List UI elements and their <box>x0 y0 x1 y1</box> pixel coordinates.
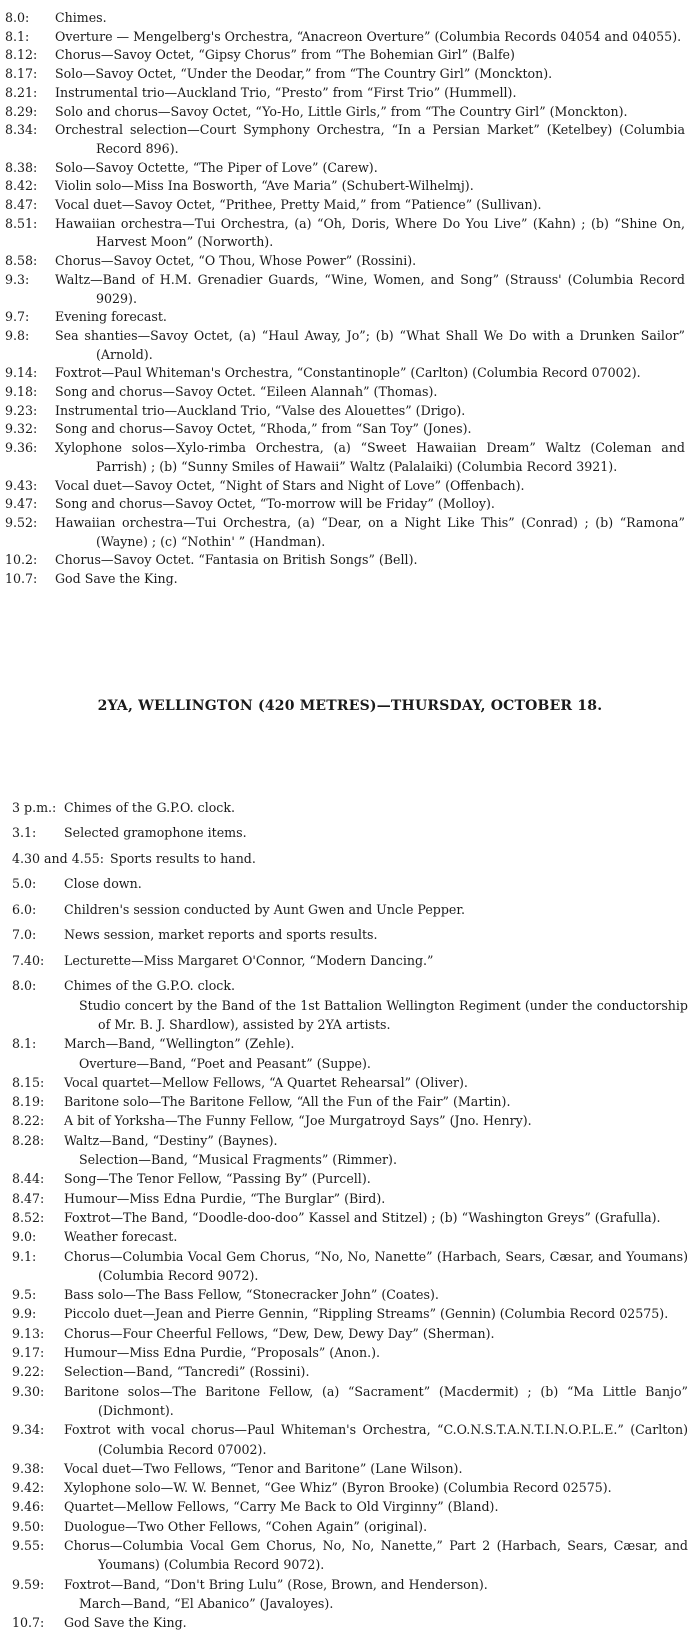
programme-entry <box>5 28 685 47</box>
entry-time: 9.32: <box>5 421 38 437</box>
programme-entry <box>12 996 688 1035</box>
programme-entry <box>5 46 685 65</box>
entry-time: 9.22: <box>12 1364 45 1380</box>
entry-time: 8.34: <box>5 122 38 138</box>
entry-description: Foxtrot—The Band, “Doodle-doo-doo” Kassel and Stitzel) ; (b) “Washington Greys” (Grafulla). <box>64 1209 661 1225</box>
entry-description: Piccolo duet—Jean and Pierre Gennin, “Rippling Streams” (Gennin) (Columbia Record 02575). <box>64 1306 669 1322</box>
programme-entry <box>12 1304 688 1323</box>
entry-description: Song and chorus—Savoy Octet, “To-morrow will be Friday” (Molloy). <box>55 496 495 512</box>
entry-time: 8.29: <box>5 103 38 119</box>
programme-entry <box>5 439 685 476</box>
entry-description: News session, market reports and sports results. <box>64 927 378 943</box>
entry-description: Overture — Mengelberg's Orchestra, “Anacreon Overture” (Columbia Records 04054 and 04055). <box>55 28 682 44</box>
entry-description: Chorus—Savoy Octet, “O Thou, Whose Power” (Rossini). <box>55 253 417 269</box>
entry-description: Lecturette—Miss Margaret O'Connor, “Modern Dancing.” <box>64 952 434 968</box>
entry-description: Children's session conducted by Aunt Gwen and Uncle Pepper. <box>64 901 465 917</box>
programme-entry <box>12 1575 688 1594</box>
programme-entry <box>5 477 685 496</box>
entry-description: Sea shanties—Savoy Octet, (a) “Haul Away, Jo”; (b) “What Shall We Do with a Drunken Sailor” (Arnold). <box>55 327 685 362</box>
entry-time: 9.30: <box>12 1383 45 1399</box>
programme-entry <box>5 103 685 122</box>
programme-entry <box>5 84 685 103</box>
programme-entry <box>5 420 685 439</box>
entry-description: Selection—Band, “Tancredi” (Rossini). <box>64 1364 310 1380</box>
programme-entry <box>5 570 685 589</box>
entry-description: Humour—Miss Edna Purdie, “Proposals” (Anon.). <box>64 1345 381 1361</box>
programme-entry <box>5 252 685 271</box>
programme-entry <box>12 1497 688 1516</box>
entry-description: Overture—Band, “Poet and Peasant” (Suppe). <box>79 1055 371 1071</box>
entry-description: Evening forecast. <box>55 309 167 325</box>
entry-time: 8.47: <box>5 197 38 213</box>
entry-time: 9.36: <box>5 440 38 456</box>
programme-entry <box>12 1594 688 1613</box>
programme-entry <box>12 1208 688 1227</box>
programme-entry <box>12 1054 688 1073</box>
entry-description: Foxtrot with vocal chorus—Paul Whiteman's Orchestra, “C.O.N.S.T.A.N.T.I.N.O.P.L.E.” (Carlton) (Columbia Record 07002). <box>64 1422 688 1457</box>
entry-time: 4.30 and 4.55: <box>12 850 105 866</box>
programme-entry <box>5 215 685 252</box>
entry-description: Song and chorus—Savoy Octet. “Eileen Alannah” (Thomas). <box>55 384 438 400</box>
programme-entry <box>12 976 688 995</box>
entry-description: Song and chorus—Savoy Octet, “Rhoda,” from “San Toy” (Jones). <box>55 421 472 437</box>
entry-time: 9.47: <box>5 496 38 512</box>
entry-time: 9.46: <box>12 1499 45 1515</box>
entry-description: Chorus—Savoy Octet. “Fantasia on British Songs” (Bell). <box>55 552 418 568</box>
entry-time: 9.38: <box>12 1460 45 1476</box>
entry-time: 9.52: <box>5 514 38 530</box>
entry-description: March—Band, “Wellington” (Zehle). <box>64 1036 295 1052</box>
entry-description: Baritone solos—The Baritone Fellow, (a) “Sacrament” (Macdermit) ; (b) “Ma Little Banjo” (Dichmont). <box>64 1383 688 1418</box>
entry-description: Sports results to hand. <box>110 850 256 866</box>
entry-description: Xylophone solos—Xylo-rimba Orchestra, (a) “Sweet Hawaiian Dream” Waltz (Coleman and Parrish) ; (b) “Sunny Smiles of Hawaii” Waltz (Palalaiki) (Columbia Record 3921). <box>55 440 685 474</box>
entry-time: 8.44: <box>12 1171 45 1187</box>
entry-description: Solo and chorus—Savoy Octet, “Yo-Ho, Little Girls,” from “The Country Girl” (Monckton). <box>55 103 628 119</box>
programme-entry <box>12 1227 688 1246</box>
entry-description: Selected gramophone items. <box>64 825 247 841</box>
entry-time: 8.22: <box>12 1113 45 1129</box>
programme-entry <box>5 271 685 308</box>
entry-time: 9.42: <box>12 1480 45 1496</box>
entry-time: 8.1: <box>12 1036 37 1052</box>
entry-time: 8.42: <box>5 178 38 194</box>
entry-time: 3.1: <box>12 825 37 841</box>
entry-time: 7.0: <box>12 927 37 943</box>
programme-entry <box>5 65 685 84</box>
entry-time: 8.21: <box>5 84 38 100</box>
entry-description: Violin solo—Miss Ina Bosworth, “Ave Maria” (Schubert-Wilhelmj). <box>55 178 474 194</box>
entry-time: 5.0: <box>12 876 37 892</box>
entry-time: 9.17: <box>12 1345 45 1361</box>
entry-description: Foxtrot—Paul Whiteman's Orchestra, “Constantinople” (Carlton) (Columbia Record 07002). <box>55 365 641 381</box>
programme-entry <box>12 1382 688 1421</box>
programme-entry <box>12 1169 688 1188</box>
programme-entry <box>5 495 685 514</box>
entry-time: 8.0: <box>12 978 37 994</box>
programme-entry <box>12 1034 688 1053</box>
programme-entry <box>12 849 688 868</box>
entry-description: Bass solo—The Bass Fellow, “Stonecracker John” (Coates). <box>64 1287 439 1303</box>
programme-entry <box>12 1459 688 1478</box>
programme-section-auckland <box>5 9 685 589</box>
entry-time: 9.43: <box>5 477 38 493</box>
entry-description: Solo—Savoy Octette, “The Piper of Love” (Carew). <box>55 159 378 175</box>
station-heading: 2YA, WELLINGTON (420 METRES)—THURSDAY, OCTOBER 18. <box>97 698 603 714</box>
entry-description: Solo—Savoy Octet, “Under the Deodar,” from “The Country Girl” (Monckton). <box>55 66 553 82</box>
entry-time: 9.8: <box>5 327 30 343</box>
entry-time: 9.5: <box>12 1287 37 1303</box>
entry-description: Humour—Miss Edna Purdie, “The Burglar” (Bird). <box>64 1190 386 1206</box>
entry-description: Chimes. <box>55 10 107 25</box>
entry-time: 6.0: <box>12 901 37 917</box>
entry-description: Chorus—Four Cheerful Fellows, “Dew, Dew, Dewy Day” (Sherman). <box>64 1325 495 1341</box>
entry-time: 9.9: <box>12 1306 37 1322</box>
entry-time: 7.40: <box>12 952 45 968</box>
programme-entry <box>5 364 685 383</box>
entry-time: 9.3: <box>5 271 30 287</box>
entry-description: Vocal duet—Savoy Octet, “Prithee, Pretty Maid,” from “Patience” (Sullivan). <box>55 197 542 213</box>
programme-entry <box>12 951 688 970</box>
programme-entry <box>5 196 685 215</box>
programme-entry <box>5 514 685 551</box>
programme-entry <box>5 9 685 28</box>
entry-description: Hawaiian orchestra—Tui Orchestra, (a) “Oh, Doris, Where Do You Live” (Kahn) ; (b) “Shine On, Harvest Moon” (Norworth). <box>55 215 685 250</box>
entry-time: 8.52: <box>12 1209 45 1225</box>
programme-entry <box>12 900 688 919</box>
entry-description: God Save the King. <box>64 1615 187 1631</box>
programme-entry <box>12 874 688 893</box>
programme-entry <box>5 551 685 570</box>
entry-description: Duologue—Two Other Fellows, “Cohen Again” (original). <box>64 1518 428 1534</box>
entry-description: Waltz—Band of H.M. Grenadier Guards, “Wine, Women, and Song” (Strauss' (Columbia Record 9029). <box>55 271 685 306</box>
programme-entry <box>12 1420 688 1459</box>
entry-description: Vocal duet—Savoy Octet, “Night of Stars and Night of Love” (Offenbach). <box>55 477 525 493</box>
entry-time: 8.17: <box>5 66 38 82</box>
programme-entry <box>5 402 685 421</box>
programme-entry <box>12 1131 688 1150</box>
programme-entry <box>12 1478 688 1497</box>
programme-entry <box>12 925 688 944</box>
programme-entry <box>5 383 685 402</box>
entry-description: Quartet—Mellow Fellows, “Carry Me Back to Old Virginny” (Bland). <box>64 1499 499 1515</box>
entry-description: Baritone solo—The Baritone Fellow, “All the Fun of the Fair” (Martin). <box>64 1094 511 1110</box>
entry-time: 9.34: <box>12 1422 45 1438</box>
programme-entry <box>12 823 688 842</box>
entry-time: 10.7: <box>5 571 38 587</box>
entry-description: March—Band, “El Abanico” (Javaloyes). <box>79 1595 334 1611</box>
entry-description: Chimes of the G.P.O. clock. <box>64 978 235 994</box>
entry-time: 8.28: <box>12 1132 45 1148</box>
entry-description: Orchestral selection—Court Symphony Orchestra, “In a Persian Market” (Ketelbey) (Columbia Record 896). <box>55 122 685 156</box>
entry-description: Waltz—Band, “Destiny” (Baynes). <box>64 1132 278 1148</box>
entry-description: Xylophone solo—W. W. Bennet, “Gee Whiz” (Byron Brooke) (Columbia Record 02575). <box>64 1480 612 1496</box>
entry-description: Vocal duet—Two Fellows, “Tenor and Baritone” (Lane Wilson). <box>64 1460 463 1476</box>
programme-entry <box>5 159 685 178</box>
programme-entry <box>12 1324 688 1343</box>
programme-entry <box>5 327 685 364</box>
programme-entry <box>12 1285 688 1304</box>
entry-time: 3 p.m.: <box>12 800 57 815</box>
entry-time: 9.14: <box>5 365 38 381</box>
programme-entry <box>12 1111 688 1130</box>
entry-description: Instrumental trio—Auckland Trio, “Valse des Alouettes” (Drigo). <box>55 402 466 418</box>
entry-time: 8.12: <box>5 47 38 63</box>
entry-time: 9.18: <box>5 384 38 400</box>
programme-entry <box>12 1536 688 1575</box>
entry-description: Weather forecast. <box>64 1229 178 1245</box>
entry-description: Instrumental trio—Auckland Trio, “Presto” from “First Trio” (Hummell). <box>55 84 517 100</box>
entry-description: Chorus—Savoy Octet, “Gipsy Chorus” from “The Bohemian Girl” (Balfe) <box>55 47 515 63</box>
entry-time: 9.59: <box>12 1576 45 1592</box>
entry-description: Close down. <box>64 876 142 892</box>
entry-description: Studio concert by the Band of the 1st Battalion Wellington Regiment (under the conductorship of Mr. B. J. Shardlow), assisted by 2YA artists. <box>79 997 688 1032</box>
entry-time: 9.1: <box>12 1248 37 1264</box>
entry-time: 9.23: <box>5 402 38 418</box>
entry-time: 8.15: <box>12 1074 45 1090</box>
programme-entry <box>12 1362 688 1381</box>
entry-time: 10.2: <box>5 552 38 568</box>
programme-entry <box>12 1189 688 1208</box>
entry-time: 8.47: <box>12 1190 45 1206</box>
entry-description: Chimes of the G.P.O. clock. <box>64 800 235 815</box>
programme-entry <box>12 1343 688 1362</box>
entry-time: 8.58: <box>5 253 38 269</box>
entry-time: 9.50: <box>12 1518 45 1534</box>
entry-description: Hawaiian orchestra—Tui Orchestra, (a) “Dear, on a Night Like This” (Conrad) ; (b) “Ramona” (Wayne) ; (c) “Nothin' ” (Handman). <box>55 514 685 549</box>
entry-time: 9.7: <box>5 309 30 325</box>
entry-description: Chorus—Columbia Vocal Gem Chorus, No, No, Nanette,” Part 2 (Harbach, Sears, Cæsar, and Youmans) (Columbia Record 9072). <box>64 1538 688 1573</box>
programme-entry <box>5 121 685 158</box>
programme-entry <box>12 1613 688 1632</box>
entry-description: Vocal quartet—Mellow Fellows, “A Quartet Rehearsal” (Oliver). <box>64 1074 468 1090</box>
programme-entry <box>12 1092 688 1111</box>
entry-description: God Save the King. <box>55 571 178 587</box>
entry-time: 10.7: <box>12 1615 45 1631</box>
programme-entry <box>12 798 688 817</box>
programme-entry <box>12 1150 688 1169</box>
entry-time: 8.19: <box>12 1094 45 1110</box>
programme-entry <box>12 1247 688 1286</box>
programme-entry <box>5 308 685 327</box>
entry-time: 9.0: <box>12 1229 37 1245</box>
programme-entry <box>5 177 685 196</box>
entry-time: 8.51: <box>5 215 38 231</box>
entry-time: 9.13: <box>12 1325 45 1341</box>
entry-description: Selection—Band, “Musical Fragments” (Rimmer). <box>79 1152 397 1168</box>
entry-time: 8.0: <box>5 10 30 25</box>
entry-description: Chorus—Columbia Vocal Gem Chorus, “No, No, Nanette” (Harbach, Sears, Cæsar, and Youmans) (Columbia Record 9072). <box>64 1248 688 1283</box>
entry-time: 8.38: <box>5 159 38 175</box>
entry-description: A bit of Yorksha—The Funny Fellow, “Joe Murgatroyd Says” (Jno. Henry). <box>64 1113 532 1129</box>
entry-time: 8.1: <box>5 28 30 44</box>
entry-time: 9.55: <box>12 1538 45 1553</box>
programme-section-wellington <box>12 798 688 1632</box>
programme-entry <box>12 1517 688 1536</box>
entry-description: Foxtrot—Band, “Don't Bring Lulu” (Rose, Brown, and Henderson). <box>64 1576 488 1592</box>
entry-description: Song—The Tenor Fellow, “Passing By” (Purcell). <box>64 1171 371 1187</box>
programme-entry <box>12 1073 688 1092</box>
